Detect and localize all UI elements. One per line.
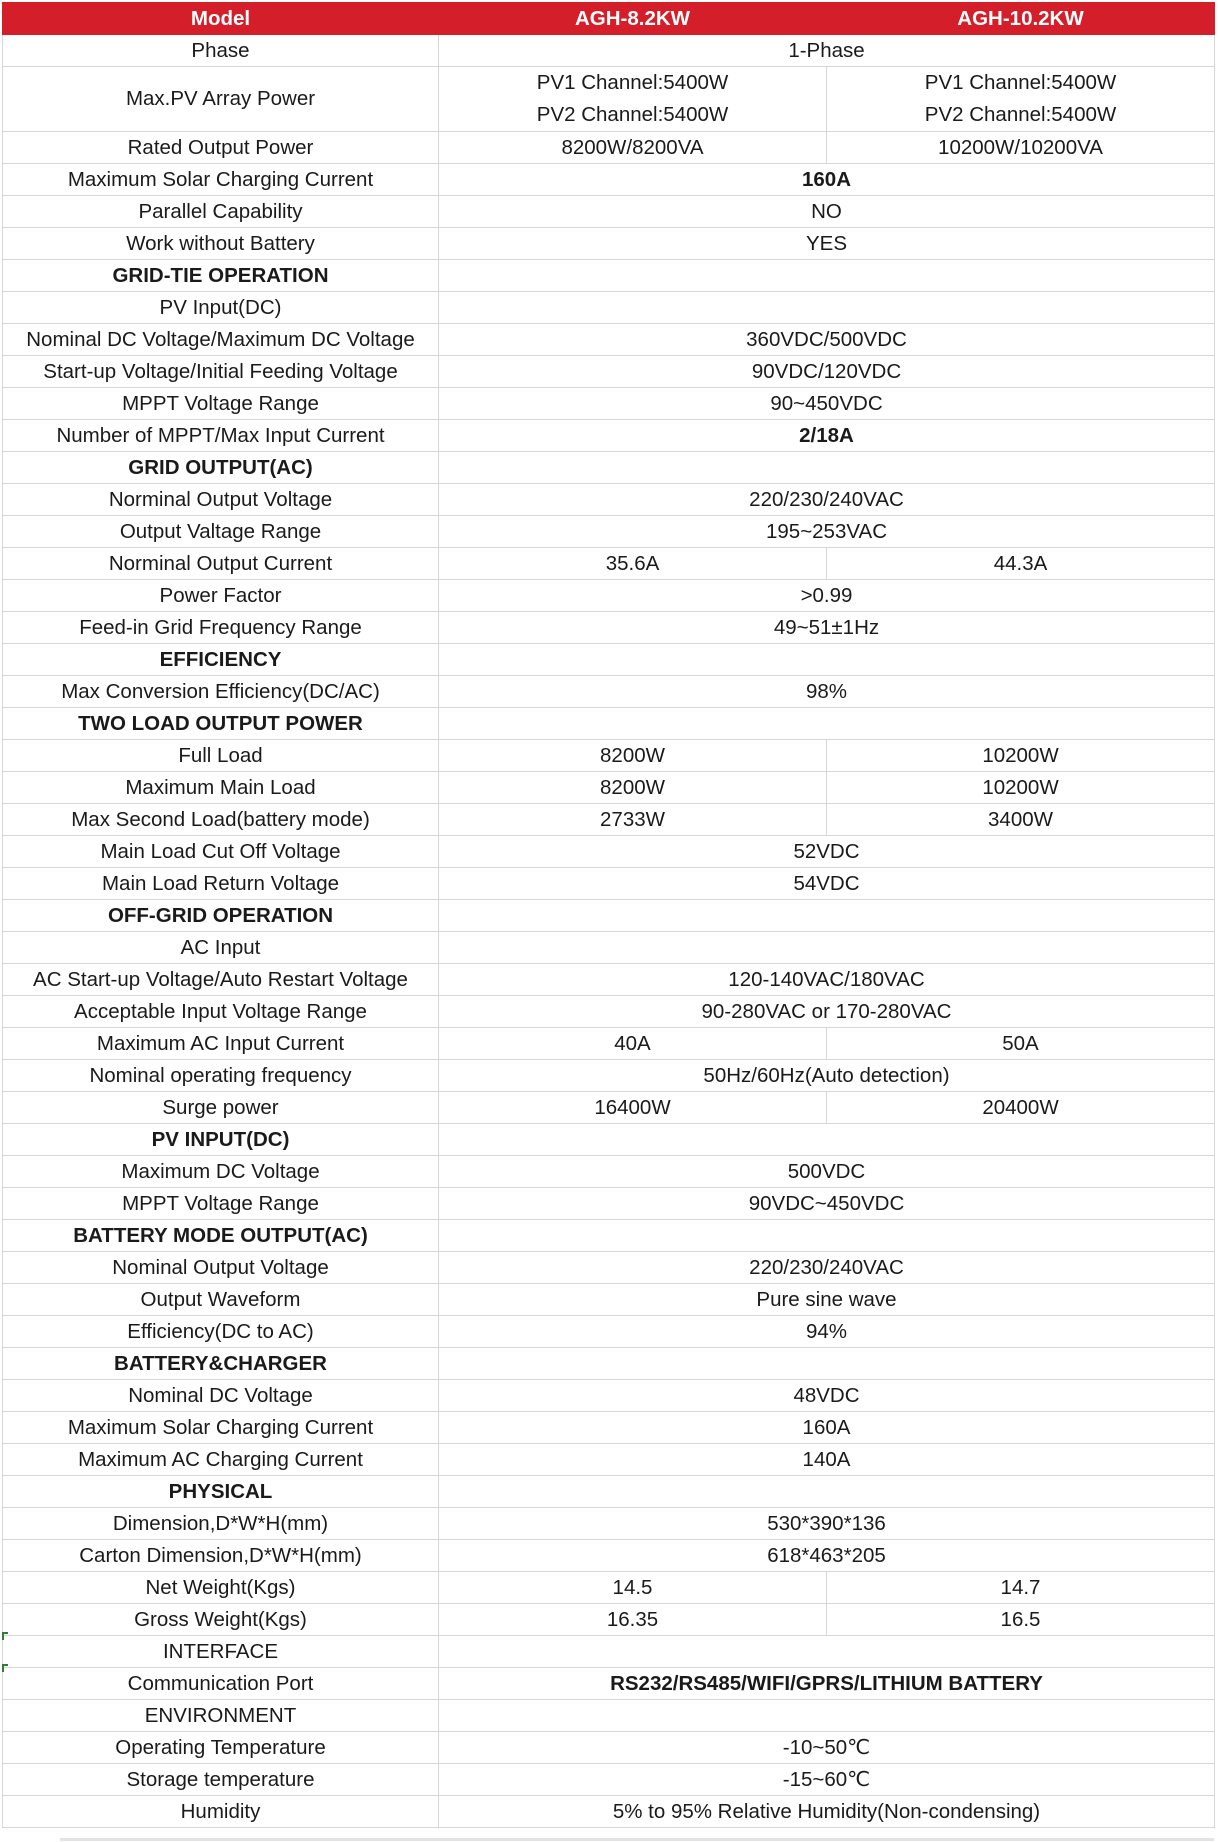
row-value-model-b: 16.5 [827, 1604, 1215, 1636]
table-row [3, 132, 1215, 164]
table-row [3, 1380, 1215, 1412]
row-value-model-a: 8200W [439, 772, 827, 804]
sheet-bottom-rule [60, 1838, 1214, 1841]
row-value-model-b: 20400W [827, 1092, 1215, 1124]
row-label: Work without Battery [3, 228, 439, 260]
row-value: 48VDC [439, 1380, 1215, 1412]
row-label: Parallel Capability [3, 196, 439, 228]
row-label: AC Start-up Voltage/Auto Restart Voltage [3, 964, 439, 996]
section-row [3, 452, 1215, 484]
row-value: 500VDC [439, 1156, 1215, 1188]
row-value-model-b: 44.3A [827, 548, 1215, 580]
subsection-row [3, 1700, 1215, 1732]
row-label: Start-up Voltage/Initial Feeding Voltage [3, 356, 439, 388]
pv2-channel: PV2 Channel:5400W [536, 103, 729, 126]
table-row [3, 1508, 1215, 1540]
subsection-row [3, 292, 1215, 324]
row-value: 94% [439, 1316, 1215, 1348]
empty-cell [439, 292, 1215, 324]
row-value: 160A [439, 1412, 1215, 1444]
row-value: 195~253VAC [439, 516, 1215, 548]
row-label: Max Second Load(battery mode) [3, 804, 439, 836]
subsection-row [3, 1636, 1215, 1668]
row-label: Norminal Output Current [3, 548, 439, 580]
row-value: RS232/RS485/WIFI/GPRS/LITHIUM BATTERY [439, 1668, 1215, 1700]
table-row [3, 1156, 1215, 1188]
table-row [3, 1252, 1215, 1284]
table-row [3, 1060, 1215, 1092]
empty-cell [439, 932, 1215, 964]
table-row [3, 516, 1215, 548]
table-row [3, 964, 1215, 996]
table-row [3, 388, 1215, 420]
table-row [3, 676, 1215, 708]
row-value: -15~60℃ [439, 1764, 1215, 1796]
row-value: 90~450VDC [439, 388, 1215, 420]
row-label: Max.PV Array Power [3, 67, 439, 132]
row-value-model-b: 10200W [827, 740, 1215, 772]
row-label: Nominal DC Voltage/Maximum DC Voltage [3, 324, 439, 356]
row-value-model-a: 35.6A [439, 548, 827, 580]
row-value: 220/230/240VAC [439, 1252, 1215, 1284]
empty-cell [439, 1700, 1215, 1732]
row-value: 120-140VAC/180VAC [439, 964, 1215, 996]
table-row [3, 740, 1215, 772]
row-label: Efficiency(DC to AC) [3, 1316, 439, 1348]
row-value: NO [439, 196, 1215, 228]
row-label: Maximum Solar Charging Current [3, 164, 439, 196]
empty-cell [439, 1476, 1215, 1508]
row-label: Carton Dimension,D*W*H(mm) [3, 1540, 439, 1572]
table-row [3, 612, 1215, 644]
row-value: 50Hz/60Hz(Auto detection) [439, 1060, 1215, 1092]
row-label: Gross Weight(Kgs) [3, 1604, 439, 1636]
cell-comment-marker [2, 1632, 8, 1640]
section-row [3, 1348, 1215, 1380]
row-value: 618*463*205 [439, 1540, 1215, 1572]
row-label: Norminal Output Voltage [3, 484, 439, 516]
row-label: Maximum Solar Charging Current [3, 1412, 439, 1444]
pv1-channel: PV1 Channel:5400W [924, 71, 1117, 94]
row-value: 2/18A [439, 420, 1215, 452]
row-value: 5% to 95% Relative Humidity(Non-condensing) [439, 1796, 1215, 1828]
row-value-model-a: 2733W [439, 804, 827, 836]
section-title-interface: INTERFACE [3, 1636, 439, 1668]
row-label: Max Conversion Efficiency(DC/AC) [3, 676, 439, 708]
row-label: Net Weight(Kgs) [3, 1572, 439, 1604]
row-value: 90-280VAC or 170-280VAC [439, 996, 1215, 1028]
empty-cell [439, 1220, 1215, 1252]
row-value: 54VDC [439, 868, 1215, 900]
table-row [3, 164, 1215, 196]
table-row [3, 836, 1215, 868]
header-agh-10-2kw: AGH-10.2KW [827, 3, 1215, 35]
section-row [3, 260, 1215, 292]
row-value-model-b: 3400W [827, 804, 1215, 836]
spec-sheet [2, 2, 1214, 1828]
section-row [3, 644, 1215, 676]
row-label: Nominal operating frequency [3, 1060, 439, 1092]
row-value: 52VDC [439, 836, 1215, 868]
row-value-model-b: 10200W/10200VA [827, 132, 1215, 164]
section-row [3, 1124, 1215, 1156]
row-label: Power Factor [3, 580, 439, 612]
row-value-model-a: 16400W [439, 1092, 827, 1124]
row-value-model-b: 10200W [827, 772, 1215, 804]
section-title-two-load: TWO LOAD OUTPUT POWER [3, 708, 439, 740]
row-value-model-a: 16.35 [439, 1604, 827, 1636]
table-row [3, 1284, 1215, 1316]
row-label: Maximum AC Input Current [3, 1028, 439, 1060]
table-row [3, 228, 1215, 260]
table-row [3, 1412, 1215, 1444]
row-value: >0.99 [439, 580, 1215, 612]
row-value: 530*390*136 [439, 1508, 1215, 1540]
table-row [3, 772, 1215, 804]
table-row [3, 324, 1215, 356]
empty-cell [439, 452, 1215, 484]
row-label: Maximum AC Charging Current [3, 1444, 439, 1476]
row-value: 140A [439, 1444, 1215, 1476]
empty-cell [439, 1124, 1215, 1156]
empty-cell [439, 644, 1215, 676]
row-value: 1-Phase [439, 35, 1215, 67]
row-label: Dimension,D*W*H(mm) [3, 1508, 439, 1540]
cell-comment-marker [2, 1664, 8, 1672]
table-row [3, 1444, 1215, 1476]
row-label: Nominal Output Voltage [3, 1252, 439, 1284]
row-label: Rated Output Power [3, 132, 439, 164]
section-title-physical: PHYSICAL [3, 1476, 439, 1508]
row-label: Surge power [3, 1092, 439, 1124]
header-row [3, 3, 1215, 35]
table-row [3, 1604, 1215, 1636]
row-value: 160A [439, 164, 1215, 196]
pv1-channel: PV1 Channel:5400W [536, 71, 729, 94]
subsection-title: AC Input [3, 932, 439, 964]
table-row [3, 1796, 1215, 1828]
section-title-grid-tie: GRID-TIE OPERATION [3, 260, 439, 292]
section-row [3, 708, 1215, 740]
table-row [3, 868, 1215, 900]
row-label: Output Waveform [3, 1284, 439, 1316]
section-title-grid-output: GRID OUTPUT(AC) [3, 452, 439, 484]
table-row [3, 1540, 1215, 1572]
row-label: Main Load Cut Off Voltage [3, 836, 439, 868]
empty-cell [439, 1348, 1215, 1380]
row-label: Storage temperature [3, 1764, 439, 1796]
table-row [3, 1668, 1215, 1700]
row-label: MPPT Voltage Range [3, 1188, 439, 1220]
row-value: 90VDC/120VDC [439, 356, 1215, 388]
table-row [3, 35, 1215, 67]
row-label: Full Load [3, 740, 439, 772]
header-model: Model [3, 3, 439, 35]
row-label: Acceptable Input Voltage Range [3, 996, 439, 1028]
row-value: Pure sine wave [439, 1284, 1215, 1316]
row-value-model-a: 8200W [439, 740, 827, 772]
row-value-model-a: 8200W/8200VA [439, 132, 827, 164]
empty-cell [439, 900, 1215, 932]
pv2-channel: PV2 Channel:5400W [924, 103, 1117, 126]
empty-cell [439, 260, 1215, 292]
table-row [3, 67, 1215, 132]
table-row [3, 804, 1215, 836]
section-title-pv-input: PV INPUT(DC) [3, 1124, 439, 1156]
row-value: 98% [439, 676, 1215, 708]
row-value: YES [439, 228, 1215, 260]
table-row [3, 1732, 1215, 1764]
empty-cell [439, 708, 1215, 740]
empty-cell [439, 1636, 1215, 1668]
row-label: Main Load Return Voltage [3, 868, 439, 900]
section-title-environment: ENVIRONMENT [3, 1700, 439, 1732]
row-label: Humidity [3, 1796, 439, 1828]
table-row [3, 1092, 1215, 1124]
row-label: Operating Temperature [3, 1732, 439, 1764]
table-row [3, 1572, 1215, 1604]
table-row [3, 356, 1215, 388]
row-value: 220/230/240VAC [439, 484, 1215, 516]
row-value-model-a: 40A [439, 1028, 827, 1060]
header-agh-8-2kw: AGH-8.2KW [439, 3, 827, 35]
row-value-model-b: 50A [827, 1028, 1215, 1060]
table-row [3, 420, 1215, 452]
table-row [3, 548, 1215, 580]
table-row [3, 1764, 1215, 1796]
table-row [3, 1188, 1215, 1220]
subsection-title: PV Input(DC) [3, 292, 439, 324]
subsection-row [3, 932, 1215, 964]
row-label: Communication Port [3, 1668, 439, 1700]
spec-table [2, 2, 1215, 1828]
row-value-model-a: 14.5 [439, 1572, 827, 1604]
section-row [3, 1476, 1215, 1508]
table-row [3, 580, 1215, 612]
row-label: Phase [3, 35, 439, 67]
section-title-battery-charger: BATTERY&CHARGER [3, 1348, 439, 1380]
section-title-battery-output: BATTERY MODE OUTPUT(AC) [3, 1220, 439, 1252]
row-value: 49~51±1Hz [439, 612, 1215, 644]
row-label: MPPT Voltage Range [3, 388, 439, 420]
row-value-model-b [827, 67, 1215, 132]
table-row [3, 484, 1215, 516]
row-label: Nominal DC Voltage [3, 1380, 439, 1412]
row-label: Output Valtage Range [3, 516, 439, 548]
table-row [3, 1316, 1215, 1348]
row-value: 90VDC~450VDC [439, 1188, 1215, 1220]
table-row [3, 996, 1215, 1028]
row-label: Number of MPPT/Max Input Current [3, 420, 439, 452]
row-value: -10~50℃ [439, 1732, 1215, 1764]
section-row [3, 1220, 1215, 1252]
row-label: Maximum Main Load [3, 772, 439, 804]
table-row [3, 1028, 1215, 1060]
row-value-model-a [439, 67, 827, 132]
section-title-off-grid: OFF-GRID OPERATION [3, 900, 439, 932]
section-title-efficiency: EFFICIENCY [3, 644, 439, 676]
row-label: Feed-in Grid Frequency Range [3, 612, 439, 644]
table-row [3, 196, 1215, 228]
section-row [3, 900, 1215, 932]
row-label: Maximum DC Voltage [3, 1156, 439, 1188]
row-value-model-b: 14.7 [827, 1572, 1215, 1604]
row-value: 360VDC/500VDC [439, 324, 1215, 356]
